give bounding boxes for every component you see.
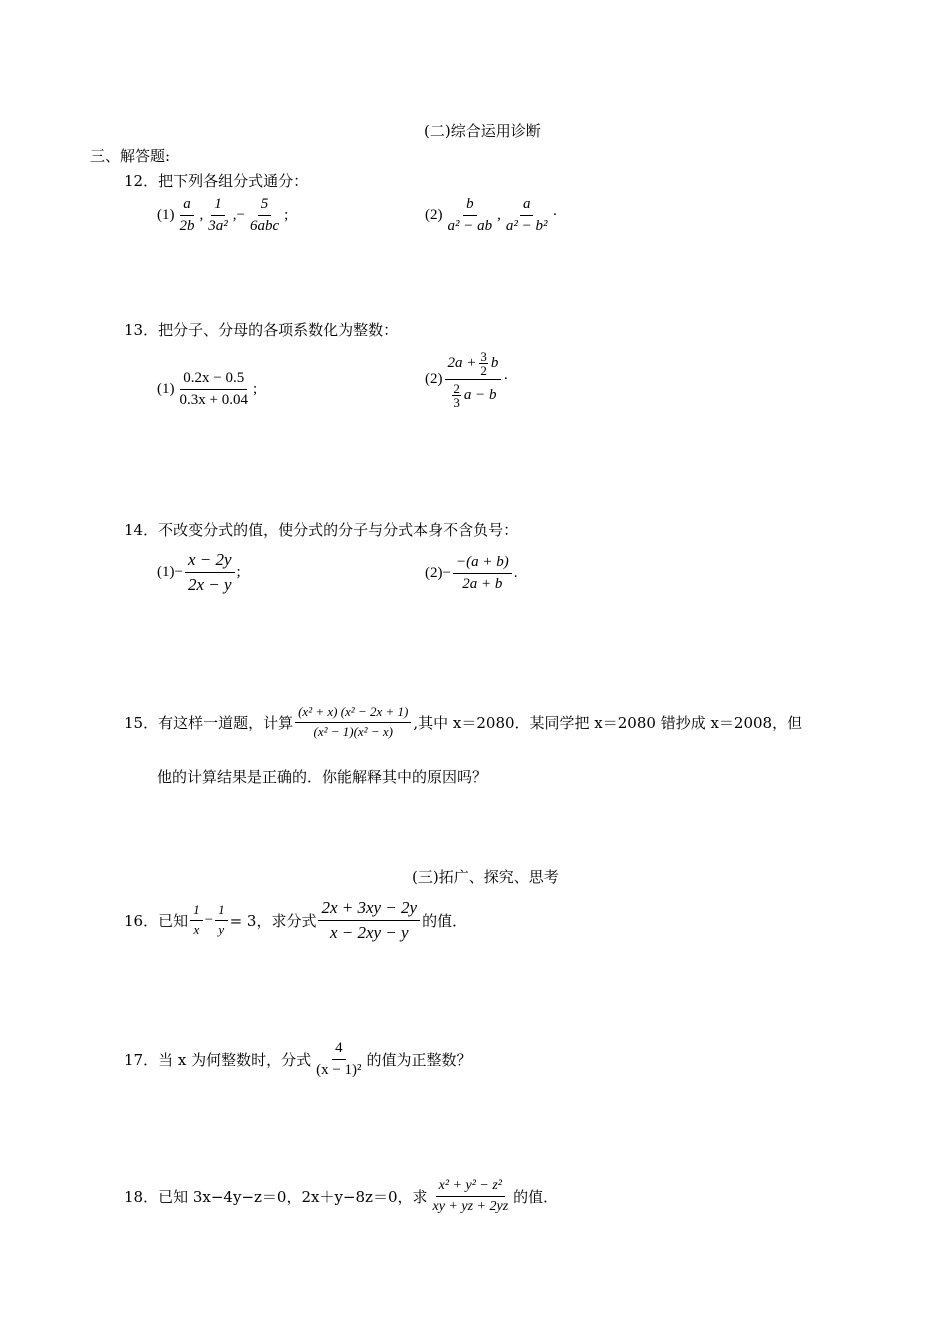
numerator: (x² + x) (x² − 2x + 1) bbox=[295, 705, 411, 723]
denominator: x bbox=[193, 921, 200, 937]
numerator: b bbox=[463, 196, 477, 216]
compound-fraction bbox=[445, 350, 502, 409]
question-17-tail: 的值为正整数？ bbox=[366, 1051, 472, 1070]
question-14-stem: 14．不改变分式的值，使分式的分子与分式本身不含负号： bbox=[124, 521, 519, 539]
fraction bbox=[430, 1178, 512, 1215]
question-16-condition: = 3，求分式 bbox=[229, 911, 317, 930]
minus-sign: − bbox=[204, 911, 214, 928]
denominator: x − 2xy − y bbox=[329, 922, 409, 942]
numerator: a bbox=[520, 196, 534, 216]
fraction bbox=[247, 196, 282, 236]
fraction bbox=[318, 898, 420, 942]
terminator: . bbox=[513, 565, 518, 582]
question-18-tail: 的值． bbox=[513, 1188, 559, 1207]
question-15-lead: 15．有这样一道题，计算 bbox=[124, 713, 294, 732]
question-18-lead: 18．已知 3x−4y−z＝0，2x＋y−8z＝0，求 bbox=[124, 1188, 428, 1207]
fraction bbox=[445, 196, 496, 236]
fraction bbox=[177, 196, 198, 236]
denominator: xy + yz + 2yz bbox=[432, 1199, 509, 1215]
question-17 bbox=[124, 1040, 472, 1080]
question-12-part-1 bbox=[157, 196, 288, 236]
denominator: (x² − 1)(x² − x) bbox=[313, 723, 393, 739]
numerator: 1 bbox=[211, 196, 225, 216]
question-13-part-2 bbox=[425, 350, 508, 409]
fraction bbox=[190, 903, 203, 938]
question-15-tail: ,其中 x＝2080．某同学把 x＝2080 错抄成 x＝2008，但 bbox=[413, 713, 803, 732]
question-13-part-1 bbox=[157, 370, 257, 410]
question-16 bbox=[124, 898, 467, 942]
denominator: (x − 1)² bbox=[316, 1062, 362, 1079]
numerator: a bbox=[180, 196, 194, 216]
fraction bbox=[503, 196, 551, 236]
part-label: (2) bbox=[425, 565, 443, 582]
fraction bbox=[313, 1040, 364, 1080]
denominator-tail: a − b bbox=[463, 386, 497, 403]
inner-numerator: 3 bbox=[480, 349, 487, 364]
separator: , bbox=[497, 207, 501, 224]
part-3-label: 三、解答题: bbox=[90, 147, 171, 165]
numerator: 4 bbox=[332, 1040, 346, 1060]
fraction bbox=[205, 196, 231, 236]
section-title-comprehensive: (二)综合运用诊断 bbox=[424, 122, 541, 140]
terminator: ; bbox=[236, 563, 241, 580]
numerator: x² + y² − z² bbox=[436, 1178, 505, 1197]
terminator: · bbox=[503, 371, 509, 387]
inner-denominator: 3 bbox=[453, 395, 460, 410]
denominator bbox=[446, 380, 499, 409]
fraction bbox=[453, 554, 512, 594]
numerator: 5 bbox=[258, 196, 272, 216]
inner-numerator: 2 bbox=[453, 381, 460, 396]
numerator: x − 2y bbox=[185, 550, 235, 573]
fraction bbox=[215, 903, 228, 938]
numerator: 2x + 3xy − 2y bbox=[318, 898, 420, 921]
question-17-lead: 17．当 x 为何整数时，分式 bbox=[124, 1051, 312, 1070]
terminator: · bbox=[552, 207, 558, 224]
denominator: 2x − y bbox=[187, 574, 232, 594]
question-14-part-2 bbox=[425, 554, 517, 594]
denominator: 2b bbox=[179, 218, 195, 235]
numerator-lead: 2a + bbox=[447, 354, 477, 371]
question-13-stem: 13．把分子、分母的各项系数化为整数： bbox=[124, 321, 399, 339]
fraction bbox=[295, 705, 411, 740]
minus-sign: − bbox=[442, 565, 451, 582]
question-16-lead: 16．已知 bbox=[124, 911, 189, 930]
numerator-tail: b bbox=[490, 354, 499, 371]
inner-fraction bbox=[479, 350, 488, 377]
part-label: (2) bbox=[425, 371, 443, 387]
denominator: 2a + b bbox=[462, 576, 503, 593]
denominator: 3a² bbox=[208, 218, 228, 235]
question-16-tail: 的值． bbox=[422, 911, 468, 930]
terminator: ; bbox=[284, 207, 289, 224]
question-12-part-2 bbox=[425, 196, 558, 236]
separator: ,− bbox=[232, 207, 245, 224]
question-14-part-1 bbox=[157, 550, 241, 594]
section-title-extension: (三)拓广、探究、思考 bbox=[412, 868, 559, 886]
denominator: a² − ab bbox=[447, 218, 493, 235]
numerator bbox=[445, 350, 502, 380]
question-15-line-1 bbox=[124, 705, 802, 740]
part-label: (2) bbox=[425, 207, 443, 224]
minus-sign: − bbox=[174, 563, 183, 580]
separator: , bbox=[199, 207, 204, 224]
fraction bbox=[185, 550, 235, 594]
part-label: (1) bbox=[157, 381, 175, 398]
numerator: 0.2x − 0.5 bbox=[180, 370, 247, 390]
numerator: 1 bbox=[190, 903, 203, 921]
question-18 bbox=[124, 1178, 558, 1215]
denominator: 6abc bbox=[249, 218, 280, 235]
fraction bbox=[177, 370, 251, 410]
inner-fraction bbox=[452, 382, 461, 409]
denominator: 0.3x + 0.04 bbox=[179, 392, 248, 409]
numerator: 1 bbox=[215, 903, 228, 921]
part-label: (1) bbox=[157, 563, 175, 580]
numerator: −(a + b) bbox=[453, 554, 512, 574]
inner-denominator: 2 bbox=[480, 363, 487, 378]
question-12-stem: 12．把下列各组分式通分： bbox=[124, 172, 309, 190]
denominator: a² − b² bbox=[505, 218, 548, 235]
terminator: ; bbox=[252, 381, 258, 398]
denominator: y bbox=[218, 921, 225, 937]
part-label: (1) bbox=[157, 207, 175, 224]
question-15-line-2: 他的计算结果是正确的．你能解释其中的原因吗？ bbox=[157, 768, 488, 786]
